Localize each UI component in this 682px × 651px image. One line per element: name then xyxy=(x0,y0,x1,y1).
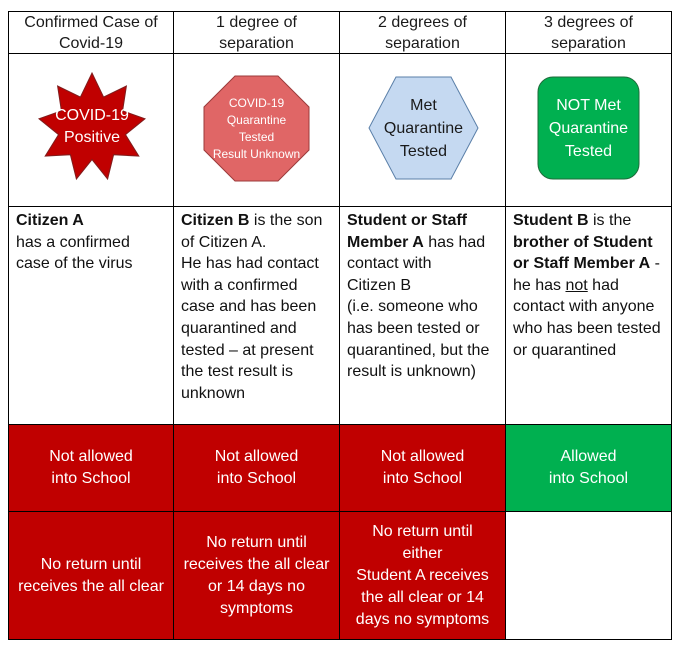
return-line: the all clear or 14 xyxy=(361,588,484,606)
entry-line: Allowed xyxy=(560,448,617,465)
header-1-degree xyxy=(174,12,339,53)
return-rule-citizen-a xyxy=(9,512,173,639)
description-student-staff-a xyxy=(340,207,505,424)
grid-line xyxy=(8,206,672,207)
desc-text: - xyxy=(650,255,660,273)
return-line: symptoms xyxy=(220,599,293,617)
desc-strong: Citizen B xyxy=(181,212,250,229)
desc-line: tested – at present xyxy=(181,341,314,359)
desc-underlined: not xyxy=(565,276,588,294)
grid-line xyxy=(339,11,340,640)
badge-line: COVID-19 xyxy=(228,95,285,110)
entry-status-citizen-b xyxy=(174,425,339,511)
desc-line: has been tested or xyxy=(347,319,480,337)
grid-line xyxy=(8,53,672,54)
badge-line: Quarantine xyxy=(548,119,629,137)
return-line: No return until xyxy=(40,555,142,573)
desc-line: who has been tested xyxy=(513,319,661,337)
desc-line: Citizen B xyxy=(347,276,412,294)
grid-line xyxy=(8,639,672,640)
badge-line: Result Unknown xyxy=(212,146,301,161)
return-rule-student-b-empty xyxy=(506,512,671,639)
met-quarantine-tested-badge xyxy=(368,76,479,180)
desc-text: had xyxy=(587,276,619,294)
desc-text: he has xyxy=(513,276,566,294)
badge-line: COVID-19 xyxy=(55,107,129,124)
return-rule-student-staff-a xyxy=(340,512,505,639)
desc-line: of Citizen A. xyxy=(181,233,267,251)
description-student-b xyxy=(506,207,671,424)
header-line: 1 degree of xyxy=(216,13,297,31)
badge-line: Quarantine xyxy=(226,112,287,127)
description-citizen-a xyxy=(9,207,173,424)
header-3-degrees xyxy=(506,12,671,53)
description-citizen-b xyxy=(174,207,339,424)
covid-positive-badge xyxy=(37,71,147,183)
desc-line: the test result is xyxy=(181,363,294,381)
header-2-degrees xyxy=(340,12,505,53)
quarantine-tested-unknown-badge xyxy=(203,75,310,182)
desc-text: has had xyxy=(423,233,486,251)
badge-line: Tested xyxy=(238,129,275,144)
badge-text xyxy=(203,75,310,182)
desc-text: is the son xyxy=(249,212,323,229)
not-met-quarantine-badge xyxy=(537,76,640,180)
grid-line xyxy=(8,11,9,640)
desc-line: has a confirmed xyxy=(16,233,130,251)
grid-line xyxy=(671,11,672,640)
entry-line: Not allowed xyxy=(49,448,133,465)
header-confirmed-case xyxy=(9,12,173,53)
return-line: either xyxy=(402,544,443,562)
badge-text xyxy=(368,76,479,180)
desc-line: quarantined and xyxy=(181,319,297,337)
badge-line: Tested xyxy=(399,142,448,160)
entry-line: into School xyxy=(51,470,131,487)
desc-strong: Citizen A xyxy=(16,212,84,229)
desc-text: is the xyxy=(588,212,632,229)
return-line: or 14 days no xyxy=(208,577,305,595)
header-line: separation xyxy=(385,34,460,52)
desc-line: or quarantined xyxy=(513,341,617,359)
desc-strong: Student or Staff xyxy=(347,212,467,229)
desc-line: He has had contact xyxy=(181,255,319,273)
badge-line: Met xyxy=(410,96,437,114)
desc-line: result is unknown) xyxy=(347,363,476,381)
entry-line: Not allowed xyxy=(214,448,299,465)
entry-line: into School xyxy=(548,470,629,487)
return-line: No return until xyxy=(206,533,307,551)
badge-text xyxy=(537,76,640,180)
badge-text xyxy=(37,71,147,183)
return-line: days no symptoms xyxy=(355,610,490,628)
return-line: receives the all clear xyxy=(183,555,330,573)
return-line: No return until xyxy=(372,522,473,540)
entry-status-student-staff-a xyxy=(340,425,505,511)
return-rule-citizen-b xyxy=(174,512,339,639)
desc-line: case and has been xyxy=(181,298,317,316)
desc-strong: Member A xyxy=(347,233,424,251)
header-line: 2 degrees of xyxy=(378,13,467,31)
grid-line xyxy=(505,11,506,640)
return-line: receives the all clear xyxy=(18,577,164,595)
entry-status-student-b xyxy=(506,425,671,511)
badge-line: Tested xyxy=(564,142,613,160)
grid-line xyxy=(8,511,672,512)
header-line: 3 degrees of xyxy=(544,13,633,31)
header-line: Covid-19 xyxy=(58,34,123,52)
desc-strong: Student B xyxy=(513,212,589,229)
desc-line: (i.e. someone who xyxy=(347,298,478,316)
entry-line: Not allowed xyxy=(380,448,465,465)
desc-line: quarantined, but the xyxy=(347,341,490,359)
desc-line: with a confirmed xyxy=(181,276,298,294)
grid-line xyxy=(8,424,672,425)
entry-line: into School xyxy=(382,470,463,487)
desc-strong: brother of Student xyxy=(513,233,653,251)
badge-line: Quarantine xyxy=(383,119,464,137)
header-line: separation xyxy=(551,34,626,52)
entry-status-citizen-a xyxy=(9,425,173,511)
badge-line: NOT Met xyxy=(556,96,621,114)
desc-line: unknown xyxy=(181,384,246,402)
grid-line xyxy=(8,11,672,12)
desc-line: case of the virus xyxy=(16,255,133,273)
return-line: Student A receives xyxy=(356,566,489,584)
badge-line: Positive xyxy=(63,129,121,146)
desc-strong: or Staff Member A xyxy=(513,255,651,273)
header-line: Confirmed Case of xyxy=(24,13,158,31)
header-line: separation xyxy=(219,34,294,52)
desc-line: contact with xyxy=(347,255,432,273)
entry-line: into School xyxy=(216,470,297,487)
grid-line xyxy=(173,11,174,640)
desc-line: contact with anyone xyxy=(513,298,655,316)
